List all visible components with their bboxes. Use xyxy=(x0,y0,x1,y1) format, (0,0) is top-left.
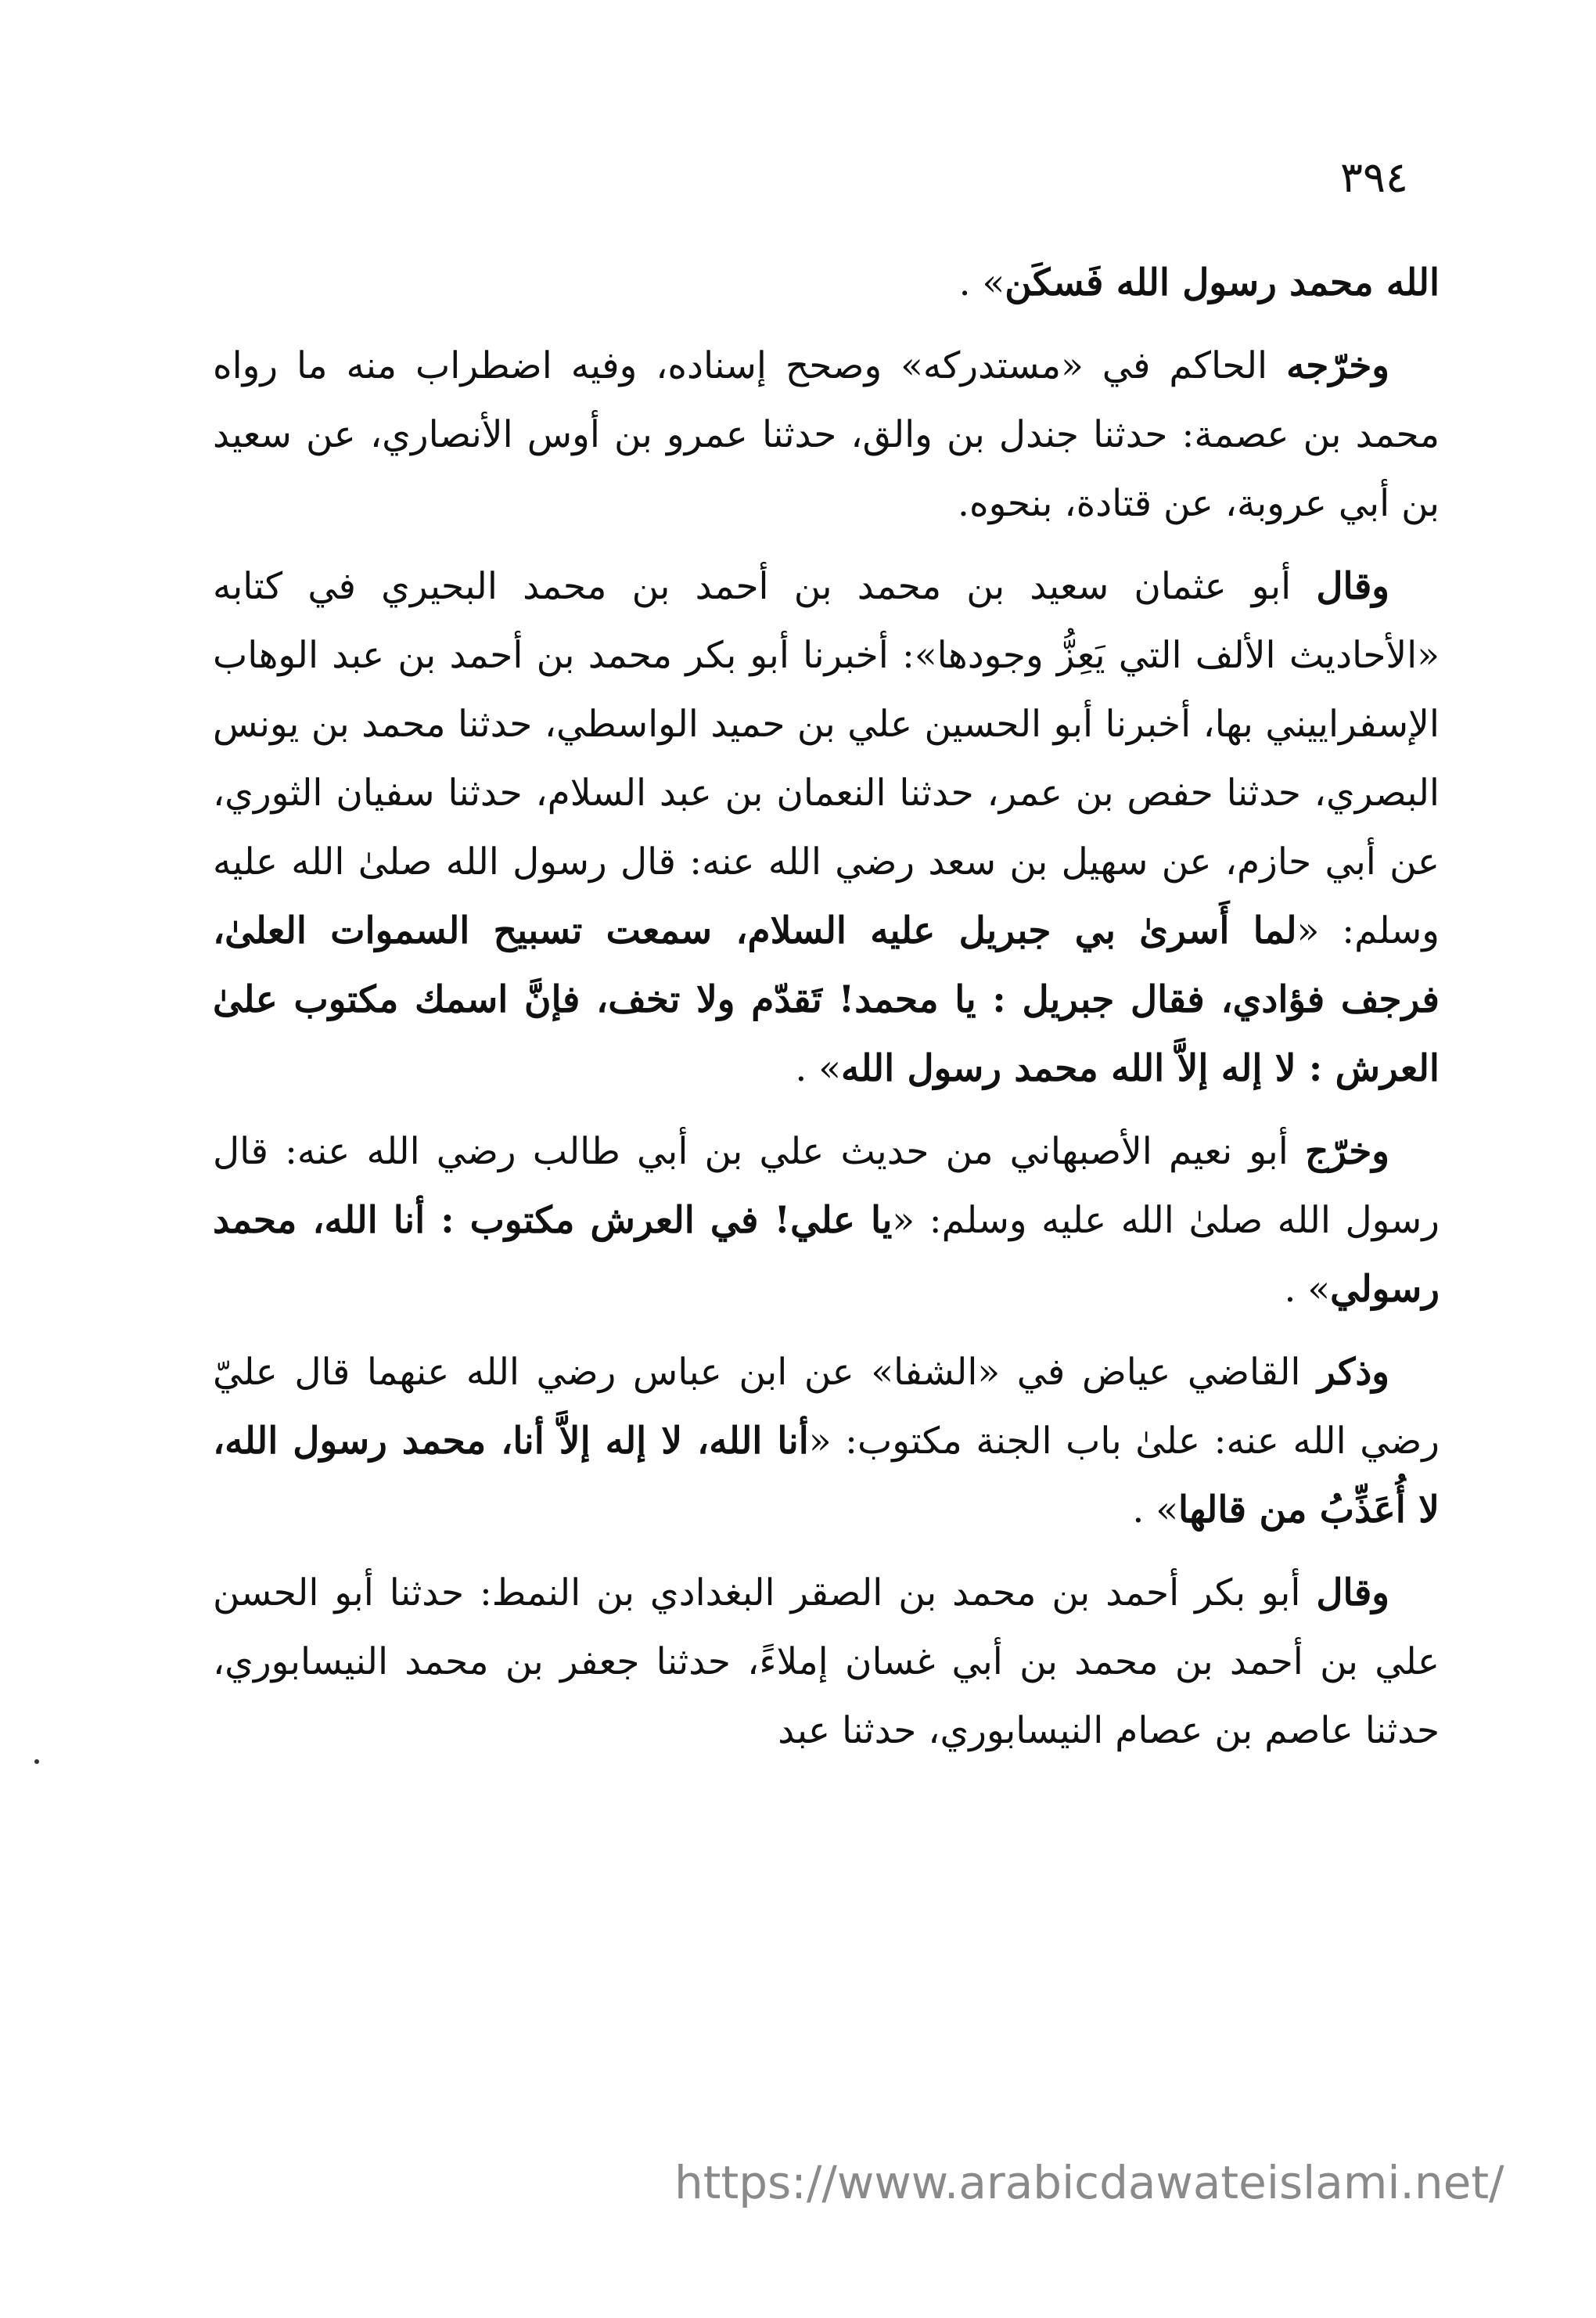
paragraph-tail: » . xyxy=(1284,1268,1331,1311)
paragraph xyxy=(213,332,1440,538)
paragraph-tail: » . xyxy=(1132,1488,1179,1532)
paragraph xyxy=(213,249,1440,318)
hadith-quote: الله محمد رسول الله فَسكَن xyxy=(1005,261,1440,304)
paragraph-tail: » . xyxy=(795,1047,841,1090)
paragraph xyxy=(213,1559,1440,1765)
paragraph xyxy=(213,1118,1440,1324)
paragraph-lead: وقال xyxy=(1316,1571,1389,1614)
paragraph-tail: » . xyxy=(958,261,1005,304)
paragraph-text: الحاكم في «مستدركه» وصحح إسناده، وفيه اضطراب منه ما رواه محمد بن عصمة: حدثنا جندل بن والق، حدثنا عمرو بن أوس الأنصاري، عن سعيد بن أبي عروبة، عن قتادة، بنحوه. xyxy=(213,344,1440,525)
source-watermark: https://www.arabicdawateislami.net/ xyxy=(674,2156,1504,2209)
book-text xyxy=(213,249,1440,1780)
paragraph-text: أبو نعيم الأصبهاني من حديث علي بن أبي طالب رضي الله عنه: قال رسول الله صلىٰ الله عليه وسلم: « xyxy=(213,1130,1440,1242)
paragraph xyxy=(213,1338,1440,1545)
paragraph-lead: وقال xyxy=(1316,565,1389,608)
hadith-quote: أنا الله، لا إله إلاَّ أنا، محمد رسول الله، لا أُعَذِّبُ من قالها xyxy=(213,1420,1440,1532)
paragraph-lead: وخرّج xyxy=(1304,1130,1389,1173)
paragraph-lead: وذكر xyxy=(1317,1351,1389,1394)
paragraph-text: القاضي عياض في «الشفا» عن ابن عباس رضي الله عنهما قال عليّ رضي الله عنه: علىٰ باب الجنة مكتوب: « xyxy=(213,1351,1440,1463)
page-number: ٣٩٤ xyxy=(1339,153,1408,202)
scan-speck xyxy=(34,1759,39,1764)
paragraph-lead: وخرّجه xyxy=(1286,344,1389,387)
hadith-quote: يا علي! في العرش مكتوب : أنا الله، محمد رسولي xyxy=(213,1199,1440,1311)
paragraph-text: أبو بكر أحمد بن محمد بن الصقر البغدادي بن النمط: حدثنا أبو الحسن علي بن أحمد بن محمد بن أبي غسان إملاءً، حدثنا جعفر بن محمد النيسابوري، حدثنا عاصم بن عصام النيسابوري، حدثنا عبد xyxy=(213,1571,1440,1752)
hadith-quote: لما أَسرىٰ بي جبريل عليه السلام، سمعت تسبيح السموات العلىٰ، فرجف فؤادي، فقال جبريل : يا محمد! تَقدّم ولا تخف، فإنَّ اسمك مكتوب علىٰ العرش : لا إله إلاَّ الله محمد رسول الله xyxy=(213,909,1440,1090)
paragraph xyxy=(213,553,1440,1103)
paragraph-text: أبو عثمان سعيد بن محمد بن أحمد بن محمد البحيري في كتابه «الأحاديث الألف التي يَعِزُّ وجودها»: أخبرنا أبو بكر محمد بن أحمد بن عبد الوهاب الإسفراييني بها، أخبرنا أبو الحسين علي بن حميد الواسطي، حدثنا محمد بن يونس البصري، حدثنا حفص بن عمر، حدثنا النعمان بن عبد السلام، حدثنا سفيان الثوري، عن أبي حازم، عن سهيل بن سعد رضي الله عنه: قال رسول الله صلىٰ الله عليه وسلم: « xyxy=(213,565,1440,952)
